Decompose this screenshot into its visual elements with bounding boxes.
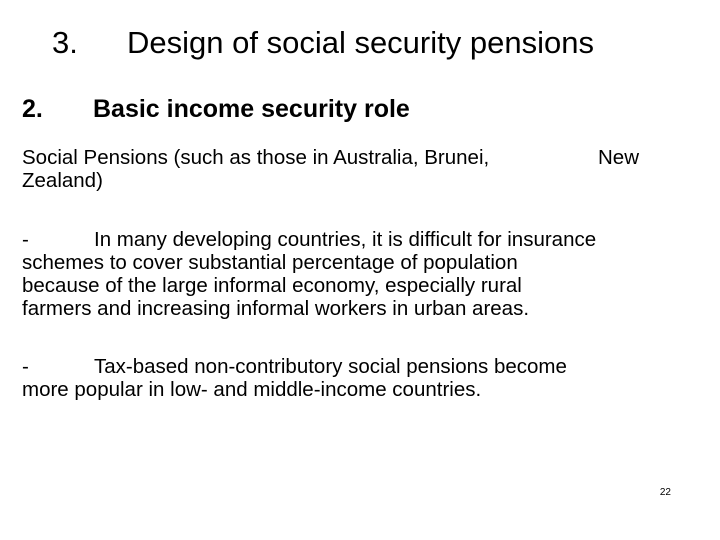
bullet-1-line-3: because of the large informal economy, especially rural xyxy=(22,274,522,297)
title-text: Design of social security pensions xyxy=(127,25,594,60)
bullet-2-line-2: more popular in low- and middle-income countries. xyxy=(22,378,482,401)
bullet-1-marker: - xyxy=(22,228,29,251)
bullet-paragraph-2 xyxy=(22,355,702,401)
bullet-paragraph-1 xyxy=(22,228,702,320)
intro-line-2: Zealand) xyxy=(22,169,103,192)
bullet-1-line-1-text: In many developing countries, it is difficult for insurance xyxy=(94,228,597,251)
bullet-2-marker: - xyxy=(22,355,29,378)
section-text: Basic income security role xyxy=(93,95,410,123)
bullet-1-line-2: schemes to cover substantial percentage of population xyxy=(22,251,518,274)
bullet-2-line-1 xyxy=(22,355,702,378)
page-number: 22 xyxy=(659,487,671,498)
bullet-2-line-1-text: Tax-based non-contributory social pensions become xyxy=(94,355,567,378)
intro-line-1-new: New xyxy=(598,146,640,169)
bullet-1-line-1 xyxy=(22,228,702,251)
section-number: 2. xyxy=(22,95,43,123)
bullet-1-line-4: farmers and increasing informal workers in urban areas. xyxy=(22,297,530,320)
intro-line-1 xyxy=(22,146,702,169)
title-number: 3. xyxy=(52,25,78,60)
intro-line-1-text: Social Pensions (such as those in Australia, Brunei, xyxy=(22,146,490,169)
intro-paragraph xyxy=(22,146,702,192)
